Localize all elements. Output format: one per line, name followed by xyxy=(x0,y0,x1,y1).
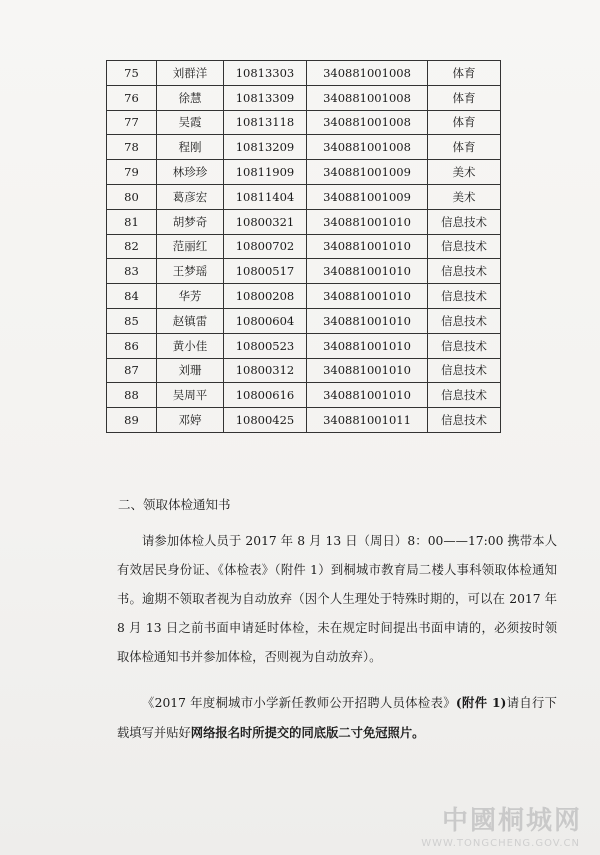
row-number-cell: 78 xyxy=(107,135,157,160)
table-row xyxy=(107,110,501,135)
subject-cell: 体育 xyxy=(428,85,501,110)
post-code-cell: 340881001009 xyxy=(307,184,428,209)
site-watermark-logo: 中國桐城网 xyxy=(441,806,582,836)
table-row xyxy=(107,209,501,234)
subject-cell: 信息技术 xyxy=(428,383,501,408)
site-watermark-url: WWW.TONGCHENG.GOV.CN xyxy=(421,838,580,849)
table-row xyxy=(107,333,501,358)
post-code-cell: 340881001010 xyxy=(307,209,428,234)
post-code-cell: 340881001008 xyxy=(307,85,428,110)
exam-id-cell: 10800517 xyxy=(224,259,307,284)
exam-id-cell: 10811404 xyxy=(224,184,307,209)
table-row xyxy=(107,85,501,110)
exam-id-cell: 10800616 xyxy=(224,383,307,408)
row-number-cell: 87 xyxy=(107,358,157,383)
candidate-name-cell: 黄小佳 xyxy=(157,333,224,358)
candidate-name-cell: 吴霞 xyxy=(157,110,224,135)
candidate-name-cell: 葛彦宏 xyxy=(157,184,224,209)
subject-cell: 美术 xyxy=(428,184,501,209)
attachment-ref: (附件 1) xyxy=(455,695,507,710)
candidate-name-cell: 徐慧 xyxy=(157,85,224,110)
exam-id-cell: 10811909 xyxy=(224,160,307,185)
form-instruction-text: 请自行下载填写并贴好 xyxy=(117,696,557,740)
row-number-cell: 85 xyxy=(107,308,157,333)
post-code-cell: 340881001010 xyxy=(307,284,428,309)
candidate-name-cell: 吴周平 xyxy=(157,383,224,408)
table-row xyxy=(107,383,501,408)
row-number-cell: 80 xyxy=(107,184,157,209)
exam-id-cell: 10800312 xyxy=(224,358,307,383)
post-code-cell: 340881001010 xyxy=(307,308,428,333)
candidate-name-cell: 程刚 xyxy=(157,135,224,160)
row-number-cell: 76 xyxy=(107,85,157,110)
row-number-cell: 75 xyxy=(107,61,157,86)
candidate-name-cell: 胡梦奇 xyxy=(157,209,224,234)
exam-id-cell: 10800425 xyxy=(224,408,307,433)
exam-id-cell: 10800208 xyxy=(224,284,307,309)
paragraph-pickup-notice: 请参加体检人员于 2017 年 8 月 13 日（周日）8：00——17:00 携带本人有效居民身份证、《体检表》（附件 1）到桐城市教育局二楼人事科领取体检通知书。逾期不领取者视为自动放弃（因个人生理处于特殊时期的，可以在 2017 年 8 月 13 日之前书面申请延时体检，未在规定时间提出书面申请的，必须按时领取体检通知书并参加体检，否则视为自动放弃）。 xyxy=(117,534,557,664)
row-number-cell: 82 xyxy=(107,234,157,259)
exam-id-cell: 10813303 xyxy=(224,61,307,86)
subject-cell: 信息技术 xyxy=(428,259,501,284)
table-row xyxy=(107,61,501,86)
table-row xyxy=(107,160,501,185)
section-title: 二、领取体检通知书 xyxy=(118,497,231,512)
subject-cell: 体育 xyxy=(428,61,501,86)
table-row xyxy=(107,358,501,383)
candidate-name-cell: 王梦瑶 xyxy=(157,259,224,284)
table-row xyxy=(107,234,501,259)
subject-cell: 体育 xyxy=(428,110,501,135)
row-number-cell: 89 xyxy=(107,408,157,433)
candidate-name-cell: 刘群洋 xyxy=(157,61,224,86)
table-row xyxy=(107,184,501,209)
post-code-cell: 340881001010 xyxy=(307,383,428,408)
table-row xyxy=(107,135,501,160)
subject-cell: 信息技术 xyxy=(428,284,501,309)
post-code-cell: 340881001008 xyxy=(307,135,428,160)
post-code-cell: 340881001010 xyxy=(307,358,428,383)
subject-cell: 美术 xyxy=(428,160,501,185)
candidate-table-body xyxy=(107,61,501,433)
post-code-cell: 340881001009 xyxy=(307,160,428,185)
table-row xyxy=(107,284,501,309)
exam-id-cell: 10800321 xyxy=(224,209,307,234)
row-number-cell: 83 xyxy=(107,259,157,284)
post-code-cell: 340881001011 xyxy=(307,408,428,433)
exam-id-cell: 10800604 xyxy=(224,308,307,333)
subject-cell: 信息技术 xyxy=(428,209,501,234)
post-code-cell: 340881001010 xyxy=(307,333,428,358)
subject-cell: 信息技术 xyxy=(428,308,501,333)
form-title: 《2017 年度桐城市小学新任教师公开招聘人员体检表》 xyxy=(142,696,456,710)
subject-cell: 信息技术 xyxy=(428,234,501,259)
table-row xyxy=(107,259,501,284)
subject-cell: 体育 xyxy=(428,135,501,160)
row-number-cell: 84 xyxy=(107,284,157,309)
exam-id-cell: 10813209 xyxy=(224,135,307,160)
post-code-cell: 340881001010 xyxy=(307,259,428,284)
candidate-name-cell: 刘珊 xyxy=(157,358,224,383)
post-code-cell: 340881001008 xyxy=(307,61,428,86)
photo-requirement: 网络报名时所提交的同底版二寸免冠照片。 xyxy=(190,725,425,740)
post-code-cell: 340881001010 xyxy=(307,234,428,259)
paragraph-form-instructions xyxy=(117,688,557,748)
row-number-cell: 79 xyxy=(107,160,157,185)
candidate-name-cell: 范丽红 xyxy=(157,234,224,259)
candidate-name-cell: 林珍珍 xyxy=(157,160,224,185)
row-number-cell: 81 xyxy=(107,209,157,234)
subject-cell: 信息技术 xyxy=(428,358,501,383)
candidate-table xyxy=(106,60,501,433)
candidate-name-cell: 华芳 xyxy=(157,284,224,309)
candidate-name-cell: 赵镇雷 xyxy=(157,308,224,333)
exam-id-cell: 10800523 xyxy=(224,333,307,358)
row-number-cell: 88 xyxy=(107,383,157,408)
subject-cell: 信息技术 xyxy=(428,333,501,358)
table-row xyxy=(107,408,501,433)
exam-id-cell: 10813118 xyxy=(224,110,307,135)
subject-cell: 信息技术 xyxy=(428,408,501,433)
candidate-name-cell: 邓婷 xyxy=(157,408,224,433)
row-number-cell: 86 xyxy=(107,333,157,358)
post-code-cell: 340881001008 xyxy=(307,110,428,135)
exam-id-cell: 10800702 xyxy=(224,234,307,259)
table-row xyxy=(107,308,501,333)
exam-id-cell: 10813309 xyxy=(224,85,307,110)
row-number-cell: 77 xyxy=(107,110,157,135)
